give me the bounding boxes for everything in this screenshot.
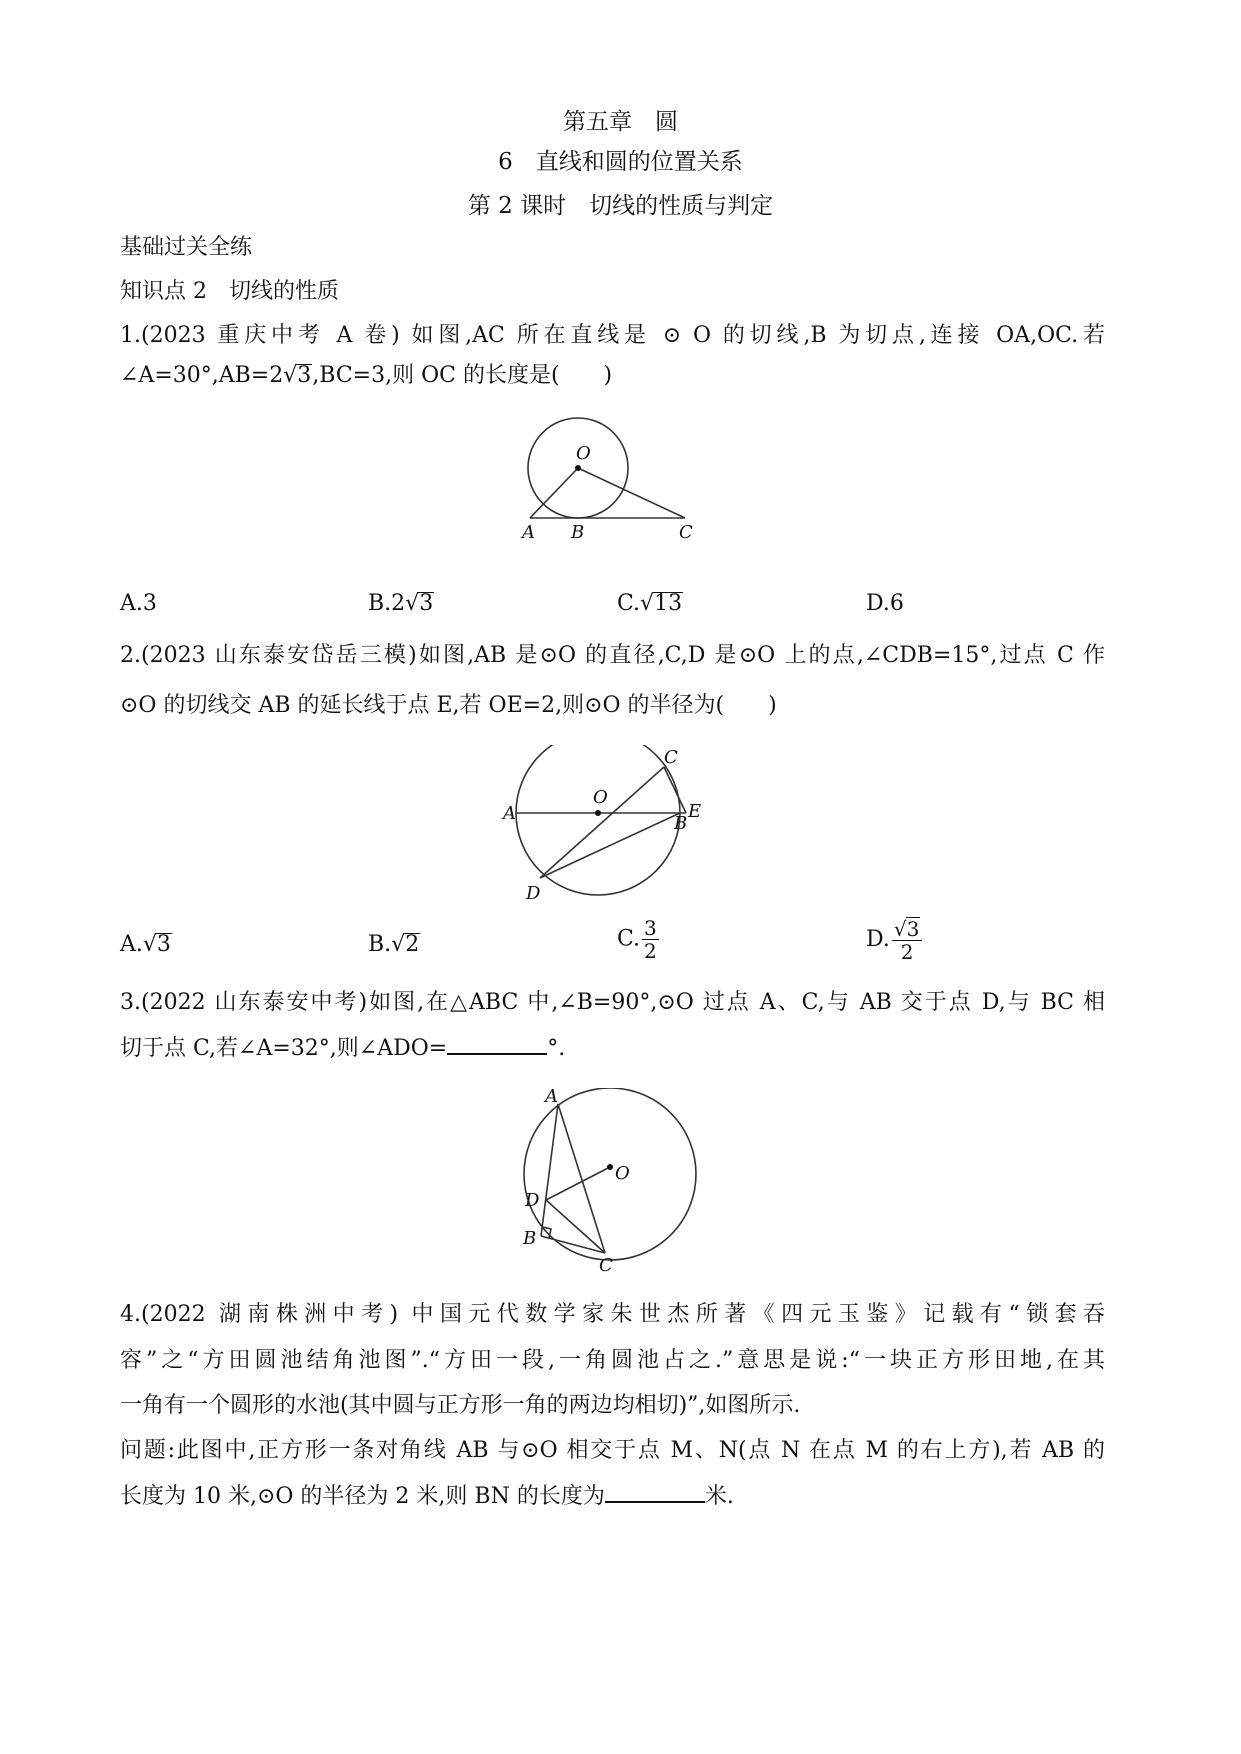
q3-label-d: D <box>525 1190 540 1211</box>
q1-label-c: C <box>679 522 693 543</box>
q2-circle <box>516 745 680 895</box>
q1-option-d: D.6 <box>866 591 904 616</box>
q2-center-point <box>595 810 601 816</box>
q2-option-d: D. $\frac{√3}{2}$ <box>866 917 922 963</box>
lesson-title: 第 2 课时 切线的性质与判定 <box>467 193 774 219</box>
q2-text-line2: ⊙O 的切线交 AB 的延长线于点 E,若 OE=2,则⊙O 的半径为( ) <box>120 693 777 718</box>
q2-option-c: C. $\frac{3}{2}$ <box>617 916 657 963</box>
q1-text-line1: 1.(2023 重庆中考 A 卷) 如图,AC 所在直线是 ⊙ O 的切线,B 为切点,连接 OA,OC.若 <box>120 323 1105 348</box>
practice-label: 基础过关全练 <box>120 235 253 260</box>
q1-text-line2: ∠A=30°,AB=2√3,BC=3,则 OC 的长度是( ) <box>120 363 613 388</box>
q3-text-line2: 切于点 C,若∠A=32°,则∠ADO= °. <box>120 1033 565 1064</box>
q4-text-line3: 一角有一个圆形的水池(其中圆与正方形一角的两边均相切)”,如图所示. <box>120 1393 801 1418</box>
q2-label-d: D <box>526 883 541 904</box>
q2-option-b: B.√2 <box>368 932 420 957</box>
q2-label-e: E <box>688 801 702 822</box>
q2-label-a: A <box>503 803 516 824</box>
q3-text-line1: 3.(2022 山东泰安中考)如图,在△ABC 中,∠B=90°,⊙O 过点 A、C,与 AB 交于点 D,与 BC 相 <box>120 990 1105 1015</box>
q4-text-line1: 4.(2022 湖南株洲中考) 中国元代数学家朱世杰所著《四元玉鉴》记载有“锁套吞 <box>120 1302 1105 1327</box>
section-title: 6 直线和圆的位置关系 <box>498 149 743 175</box>
q2-tangent-ce <box>664 767 686 813</box>
q1-figure <box>520 415 700 570</box>
q1-label-a: A <box>522 522 535 543</box>
knowledge-point-heading: 知识点 2 切线的性质 <box>120 279 339 304</box>
q3-label-c: C <box>599 1255 613 1273</box>
q1-label-b: B <box>571 522 585 543</box>
q2-label-c: C <box>664 747 678 768</box>
q2-figure <box>498 745 718 915</box>
q1-option-c: C.√13 <box>617 591 683 616</box>
q2-label-b: B <box>674 813 688 834</box>
q1-label-o: O <box>576 443 591 464</box>
q3-center-point <box>607 1164 613 1170</box>
q3-segment-ac <box>558 1104 605 1253</box>
q4-answer-blank[interactable] <box>605 1481 705 1503</box>
q3-answer-blank[interactable] <box>447 1033 547 1055</box>
q3-label-o: O <box>615 1163 630 1184</box>
q3-segment-do <box>546 1167 610 1200</box>
q1-option-a: A.3 <box>120 591 157 616</box>
q1-center-point <box>575 465 581 471</box>
q3-figure <box>515 1088 735 1273</box>
q3-segment-ab <box>541 1104 558 1236</box>
q1-segment-oa <box>530 468 578 518</box>
q4-text-line4: 问题:此图中,正方形一条对角线 AB 与⊙O 相交于点 M、N(点 N 在点 M 的右上方),若 AB 的 <box>120 1438 1105 1463</box>
chapter-title: 第五章 圆 <box>563 109 678 135</box>
q1-segment-oc <box>578 468 685 518</box>
q2-label-o: O <box>593 787 608 808</box>
q2-text-line1: 2.(2023 山东泰安岱岳三模)如图,AB 是⊙O 的直径,C,D 是⊙O 上的点,∠CDB=15°,过点 C 作 <box>120 643 1105 668</box>
q1-option-b: B.2√3 <box>368 591 434 616</box>
q3-label-b: B <box>523 1228 537 1249</box>
q2-chord-dc <box>540 767 664 878</box>
q4-text-line5: 长度为 10 米,⊙O 的半径为 2 米,则 BN 的长度为 米. <box>120 1481 734 1512</box>
q3-label-a: A <box>545 1088 558 1107</box>
q2-option-a: A.√3 <box>120 932 171 957</box>
sqrt-symbol: √ <box>283 363 298 388</box>
q4-text-line2: 容”之“方田圆池结角池图”.“方田一段,一角圆池占之.”意思是说:“一块正方形田地,在其 <box>120 1348 1105 1373</box>
